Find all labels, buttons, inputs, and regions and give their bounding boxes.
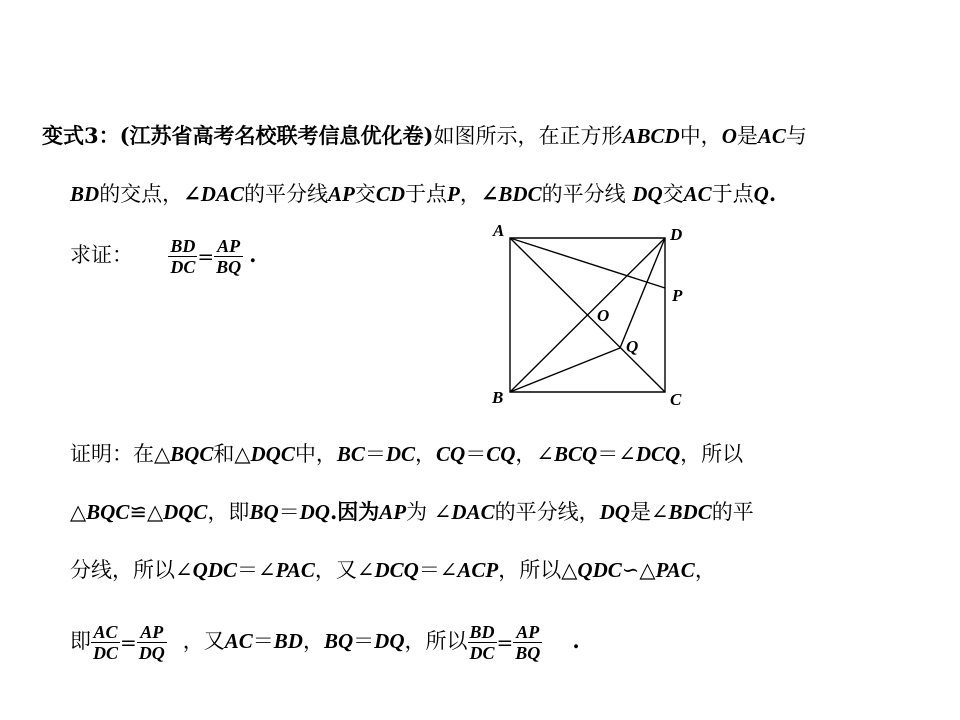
text: ，即 (207, 500, 250, 524)
math: AC (683, 182, 712, 206)
text: ，又∠ (314, 558, 375, 582)
text: ＝∠ (597, 442, 636, 466)
text: ，∠ (515, 442, 555, 466)
math: DQC (163, 500, 208, 524)
numerator: AP (214, 236, 243, 257)
text: . (768, 181, 777, 206)
text: ＝ (353, 629, 375, 653)
text: ＝ (364, 442, 386, 466)
math: PAC (275, 558, 315, 582)
segment-bq (510, 348, 620, 392)
text: 是∠ (629, 500, 669, 524)
fraction-bd-dc-2 (468, 622, 497, 663)
math: BQ (249, 500, 279, 524)
equals-sign: = (496, 630, 514, 655)
label-d: D (670, 225, 683, 244)
math: BCQ (554, 442, 598, 466)
denominator: DC (170, 257, 196, 277)
text: 的平分线， (494, 500, 600, 524)
math: AC (757, 124, 786, 148)
math: O (721, 124, 737, 148)
text: 的交点， (99, 182, 184, 206)
proof-line-4 (70, 622, 580, 663)
math: DQ (599, 500, 630, 524)
label-o: O (597, 306, 610, 325)
text: 证明：在△ (70, 442, 171, 466)
text: ，所以 (680, 442, 744, 466)
numerator: BD (469, 622, 495, 642)
text: 的平 (711, 500, 754, 524)
math: DQ (299, 500, 330, 524)
denominator: BQ (515, 643, 541, 663)
label-p: P (672, 286, 683, 305)
label-b: B (492, 388, 504, 407)
math: DQ (632, 182, 663, 206)
fraction-ap-bq-2 (513, 622, 542, 663)
denominator: DQ (138, 643, 165, 663)
denominator: DC (469, 643, 495, 663)
math: BC (336, 442, 365, 466)
problem-source: (江苏省高考名校联考信息优化卷) (119, 123, 434, 148)
numerator: BD (170, 236, 196, 256)
prove-label: 求证： (70, 243, 133, 267)
math: CQ (436, 442, 466, 466)
math: BD (70, 182, 100, 206)
text: 和△ (213, 442, 251, 466)
math: ∠DAC (183, 182, 244, 206)
math: Q (753, 182, 769, 206)
math: QDC (192, 558, 237, 582)
text: ＝∠ (236, 558, 276, 582)
equals-sign: = (120, 630, 137, 655)
text: 交 (662, 182, 684, 206)
numerator: AP (513, 622, 542, 643)
period: . (572, 628, 580, 653)
text: 如图所示，在正方形 (433, 124, 623, 148)
math: DCQ (374, 558, 419, 582)
text: ，又 (182, 629, 225, 653)
math: ABCD (622, 124, 680, 148)
math: CQ (486, 442, 516, 466)
text: 分线，所以∠ (70, 558, 193, 582)
period: . (249, 242, 257, 267)
text: 即 (70, 629, 91, 653)
denominator: BQ (216, 257, 242, 277)
text: 中， (679, 124, 722, 148)
equals-sign: = (197, 244, 215, 269)
text: ，所以 (404, 629, 468, 653)
denominator: DC (93, 643, 119, 663)
math: ACP (457, 558, 499, 582)
math: DQ (374, 629, 405, 653)
proof-line-1 (70, 440, 743, 468)
math: P (447, 182, 460, 206)
text: .因为 (329, 499, 380, 524)
math: DC (385, 442, 416, 466)
math: PAC (655, 558, 695, 582)
math: AP (379, 500, 407, 524)
text: ＝∠ (418, 558, 458, 582)
text: ＝ (278, 500, 300, 524)
text: △ (70, 500, 87, 524)
math: DAC (451, 500, 495, 524)
text: 的平分线 (541, 182, 633, 206)
text: 于点 (711, 182, 754, 206)
math: BQ (323, 629, 354, 653)
text: ， (302, 629, 324, 653)
math: BD (273, 629, 303, 653)
label-q: Q (626, 337, 639, 356)
fraction-ap-dq (137, 622, 167, 663)
problem-label: 变式3： (42, 123, 120, 148)
text: 交 (354, 182, 376, 206)
text: 于点 (405, 182, 447, 206)
fraction-ac-dc (91, 622, 120, 663)
numerator: AC (91, 622, 120, 643)
math: BQC (170, 442, 214, 466)
segment-ap (510, 238, 665, 288)
label-a: A (493, 221, 505, 240)
numerator: AP (137, 622, 167, 643)
text: 的平分线 (243, 182, 328, 206)
math: QDC (577, 558, 622, 582)
text: ， (694, 558, 716, 582)
proof-line-3 (70, 556, 716, 584)
text: ＝ (252, 629, 274, 653)
math: AP (327, 182, 355, 206)
text: ≌△ (129, 500, 164, 524)
math: AC (224, 629, 253, 653)
math: CD (375, 182, 405, 206)
text: ∽△ (621, 558, 656, 582)
text: 中， (294, 442, 337, 466)
text: 与 (785, 124, 807, 148)
text: ， (415, 442, 437, 466)
math: DCQ (635, 442, 681, 466)
proof-line-2 (70, 498, 754, 526)
math: DQC (250, 442, 295, 466)
segment-dq (620, 238, 665, 348)
text: ， (459, 182, 481, 206)
math: ∠BDC (480, 182, 542, 206)
text: ＝ (465, 442, 487, 466)
text: ，所以△ (498, 558, 578, 582)
math: BQC (86, 500, 130, 524)
label-c: C (670, 390, 682, 409)
text: 为 ∠ (406, 500, 452, 524)
math: BDC (668, 500, 712, 524)
text: 是 (736, 124, 758, 148)
